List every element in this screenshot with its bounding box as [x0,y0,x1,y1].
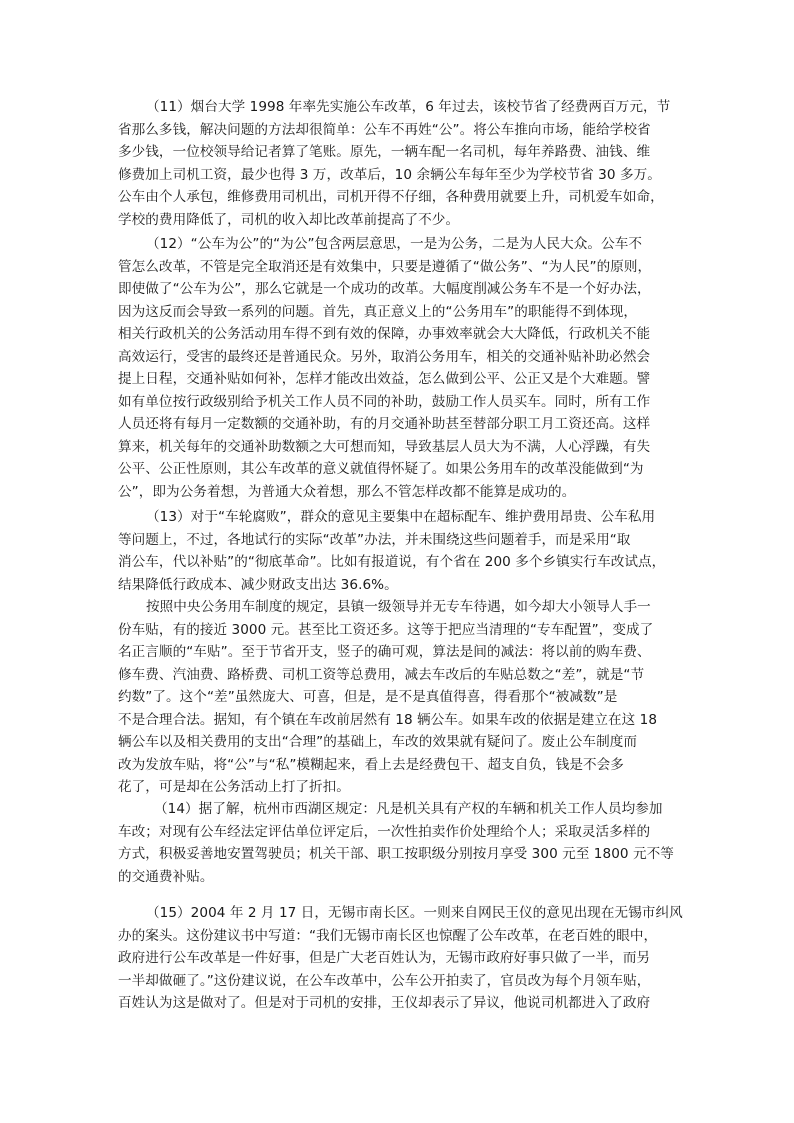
paragraph-13 [118,506,674,596]
text-line: 等问题上，不过，各地试行的实际“改革”办法，并未围绕这些问题着手，而是采用“取 [118,531,631,548]
text-line: （11）烟台大学 1998 年率先实施公车改革，6 年过去，该校节省了经费两百万元，节 [146,99,671,115]
text-line: 的交通费补贴。 [118,868,214,885]
text-line: 相关行政机关的公务活动用车得不到有效的保障，办事效率就会大大降低，行政机关不能 [118,326,651,342]
text-line: 省那么多钱，解决问题的方法却很简单：公车不再姓“公”。将公车推向市场，能给学校省 [118,121,651,138]
paragraph-12 [118,233,674,503]
text-line: 名正言顺的“车贴”。至于节省开支，竖子的确可观，算法是间的减法：将以前的购车费、 [118,644,651,660]
text-line: 学校的费用降低了，司机的收入却比改革前提高了不少。 [118,211,460,228]
paragraph-11 [118,96,674,231]
text-line: 公”，即为公务着想，为普通大众着想，那么不管怎样改都不能算是成功的。 [118,483,576,500]
text-line: 即使做了“公车为公”，那么它就是一个成功的改革。大幅度削减公务车不是一个好办法， [118,281,651,297]
text-line: 提上日程，交通补贴如何补，怎样才能改出效益，怎么做到公平、公正又是个大难题。譬 [118,371,651,387]
text-line: 如有单位按行政级别给予机关工作人员不同的补助，鼓励工作人员买车。同时，所有工作 [118,393,651,410]
text-line: 消公车，代以补贴”的“彻底革命”。比如有报道说，有个省在 200 多个乡镇实行车改试点， [118,554,666,570]
text-line: 算来，机关每年的交通补助数额之大可想而知，导致基层人员大为不满，人心浮躁，有失 [118,438,651,455]
text-line: 因为这反而会导致一系列的问题。首先，真正意义上的“公务用车”的职能得不到体现， [118,303,638,320]
text-line: 约数”了。这个“差”虽然庞大、可喜，但是，是不是真值得喜，得看那个“被减数”是 [118,689,618,705]
text-line: 修车费、汽油费、路桥费、司机工资等总费用，减去车改后的车贴总数之“差”，就是“节 [118,666,645,683]
text-line: （12）“公车为公”的“为公”包含两层意思，一是为公务，二是为人民大众。公车不 [146,236,643,252]
paragraph-15 [118,902,683,1015]
text-line: 不是合理合法。据知，有个镇在车改前居然有 18 辆公车。如果车改的依据是建立在这 18 [118,711,658,728]
text-line: 车改；对现有公车经法定评估单位评定后，一次性拍卖作价处理给个人；采取灵活多样的 [118,823,651,840]
text-line: （14）据了解，杭州市西湖区规定：凡是机关具有产权的车辆和机关工作人员均参加 [154,801,663,817]
text-line: 改为发放车贴，将“公”与“私”模糊起来，看上去是经费包干、超支自负，钱是不会多 [118,756,624,773]
text-line: 结果降低行政成本、减少财政支出达 36.6%。 [118,576,398,593]
text-line: 百姓认为这是做对了。但是对于司机的安排，王仪却表示了异议，他说司机都进入了政府 [118,995,651,1011]
text-line: 辆公车以及相关费用的支出“合理”的基础上，车改的效果就有疑问了。废止公车制度而 [118,734,638,750]
text-line: 修费加上司机工资，最少也得 3 万，改革后，10 余辆公车每年至少为学校节省 30 多万。 [118,166,661,183]
paragraph-14 [118,798,674,888]
text-line: 一半却做砸了。”这份建议说，在公车改革中，公车公开拍卖了，官员改为每个月领车贴， [118,972,651,989]
text-line: （13）对于“车轮腐败”，群众的意见主要集中在超标配车、维护费用昂贵、公车私用 [146,509,656,525]
text-line: 管怎么改革，不管是完全取消还是有效集中，只要是遵循了“做公务”、“为人民”的原则， [118,258,652,275]
text-line: 花了，可是却在公务活动上打了折扣。 [118,779,350,795]
paragraph-13-continued [118,596,674,799]
text-line: 高效运行，受害的最终还是普通民众。另外，取消公务用车，相关的交通补贴补助必然会 [118,348,651,365]
text-line: 按照中央公务用车制度的规定，县镇一级领导并无专车待遇，如今却大小领导人手一 [146,599,651,615]
text-line: 办的案头。这份建议书中写道：“我们无锡市南长区也惊醒了公车改革，在老百姓的眼中， [118,927,658,944]
text-line: 公平、公正性原则，其公车改革的意义就值得怀疑了。如果公务用车的改革没能做到“为 [118,461,644,477]
text-line: 份车贴，有的接近 3000 元。甚至比工资还多。这等于把应当清理的“专车配置”，变成了 [118,621,654,638]
text-line: 政府进行公车改革是一件好事，但是广大老百姓认为，无锡市政府好事只做了一半，而另 [118,950,651,966]
text-line: （15）2004 年 2 月 17 日，无锡市南长区。一则来自网民王仪的意见出现在无锡市纠风 [146,905,683,921]
text-line: 人员还将有每月一定数额的交通补助，有的月交通补助甚至替部分职工月工资还高。这样 [118,416,651,432]
text-line: 公车由个人承包，维修费用司机出，司机开得不仔细，各种费用就要上升，司机爱车如命， [118,189,664,205]
text-line: 方式，积极妥善地安置驾驶员；机关干部、职工按职级分别按月享受 300 元至 1800 元不等 [118,846,674,862]
text-line: 多少钱，一位校领导给记者算了笔账。原先，一辆车配一名司机，每年养路费、油钱、维 [118,144,651,160]
